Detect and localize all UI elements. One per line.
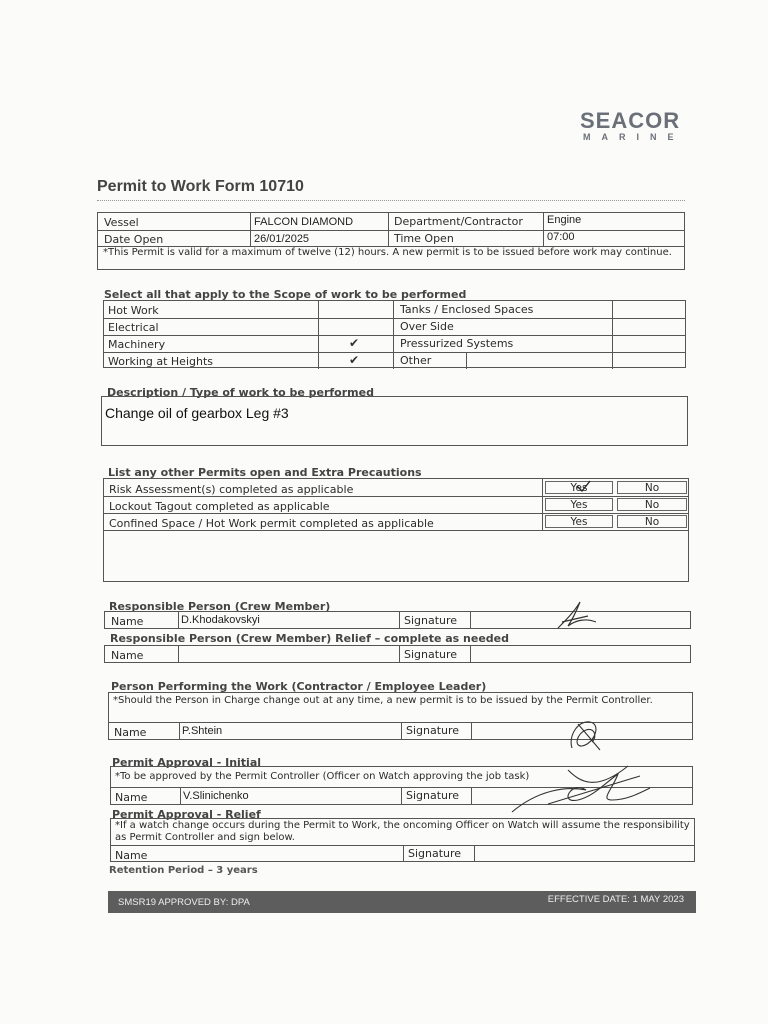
confined-space-label: Confined Space / Hot Work permit completed as applicable [109,517,434,530]
department-value[interactable]: Engine [547,214,582,226]
time-open-value[interactable]: 07:00 [547,231,575,243]
vessel-value[interactable]: FALCON DIAMOND [254,216,354,228]
footer-approved-by: SMSR19 APPROVED BY: DPA [118,897,250,908]
responsible-name-label: Name [111,615,144,628]
performer-signature-label: Signature [406,724,460,737]
header-table [97,212,685,270]
performer-heading: Person Performing the Work (Contractor / Employee Leader) [111,680,487,693]
responsible-row [104,611,691,629]
risk-assessment-yes[interactable]: Yes [545,481,613,494]
approval-relief-note: *If a watch change occurs during the Permit to Work, the oncoming Officer on Watch will assume the responsibility as Permit Controller and sign below. [115,820,690,843]
responsible-signature-icon [552,598,602,634]
date-open-label: Date Open [104,233,164,246]
responsible-relief-row [104,645,691,663]
confined-space-yes[interactable]: Yes [545,515,613,528]
approval-initial-signature-label: Signature [406,789,460,802]
scope-pressurized: Pressurized Systems [400,337,514,350]
performer-name-value[interactable]: P.Shtein [182,725,223,737]
lockout-tagout-yes[interactable]: Yes [545,498,613,511]
scope-table [103,300,686,368]
approval-relief-heading: Permit Approval - Relief [112,808,261,821]
scope-machinery: Machinery [108,338,166,351]
approval-initial-name-label: Name [115,791,148,804]
scope-other: Other [400,354,432,367]
department-label: Department/Contractor [394,215,523,228]
approval-relief-signature-label: Signature [408,847,462,860]
approval-relief-table [110,818,695,862]
machinery-checkbox[interactable]: ✔ [349,336,360,350]
responsible-signature-label: Signature [404,614,458,627]
description-heading: Description / Type of work to be performed [107,386,374,399]
scope-working-at-heights: Working at Heights [108,355,214,368]
validity-note: *This Permit is valid for a maximum of twelve (12) hours. A new permit is to be issued before work may continue. [103,247,672,258]
logo-wordmark: SEACOR [580,108,681,133]
lockout-tagout-label: Lockout Tagout completed as applicable [109,500,330,513]
scope-over-side: Over Side [400,320,454,333]
responsible-relief-name-label: Name [111,649,144,662]
description-text: Change oil of gearbox Leg #3 [105,405,289,421]
responsible-heading: Responsible Person (Crew Member) [109,600,331,613]
working-at-heights-checkbox[interactable]: ✔ [349,353,360,367]
lockout-tagout-no[interactable]: No [617,498,687,511]
scope-electrical: Electrical [108,321,159,334]
scope-heading: Select all that apply to the Scope of work to be performed [104,288,467,301]
permits-table [103,478,689,582]
vessel-label: Vessel [104,216,139,229]
responsible-relief-signature-label: Signature [404,648,458,661]
performer-signature-icon [564,714,608,754]
responsible-relief-heading: Responsible Person (Crew Member) Relief – complete as needed [110,632,509,645]
title-rule [97,200,685,201]
risk-assessment-yes-tick-icon [574,479,594,495]
approval-relief-name-label: Name [115,849,148,862]
scope-tanks: Tanks / Enclosed Spaces [400,303,534,316]
permits-heading: List any other Permits open and Extra Precautions [108,466,422,479]
approval-initial-heading: Permit Approval - Initial [112,756,262,769]
responsible-name-value[interactable]: D.Khodakovskyi [181,614,260,626]
approval-initial-name-value[interactable]: V.Slinichenko [183,790,249,802]
footer-bar [108,891,696,913]
confined-space-no[interactable]: No [617,515,687,528]
performer-name-label: Name [114,726,147,739]
description-box[interactable] [101,396,688,446]
scope-hot-work: Hot Work [108,304,159,317]
approval-initial-note: *To be approved by the Permit Controller (Officer on Watch approving the job task) [115,771,530,782]
retention-period: Retention Period – 3 years [109,865,258,876]
logo-subtitle: MARINE [583,132,685,142]
form-title: Permit to Work Form 10710 [97,178,304,195]
risk-assessment-label: Risk Assessment(s) completed as applicable [109,483,354,496]
approval-initial-signature-icon [508,760,658,820]
footer-effective-date: EFFECTIVE DATE: 1 MAY 2023 [547,894,684,905]
seacor-marine-logo [580,108,685,142]
risk-assessment-no[interactable]: No [617,481,687,494]
performer-note: *Should the Person in Charge change out at any time, a new permit is to be issued by the Permit Controller. [113,695,653,706]
date-open-value[interactable]: 26/01/2025 [254,233,310,245]
time-open-label: Time Open [394,232,454,245]
